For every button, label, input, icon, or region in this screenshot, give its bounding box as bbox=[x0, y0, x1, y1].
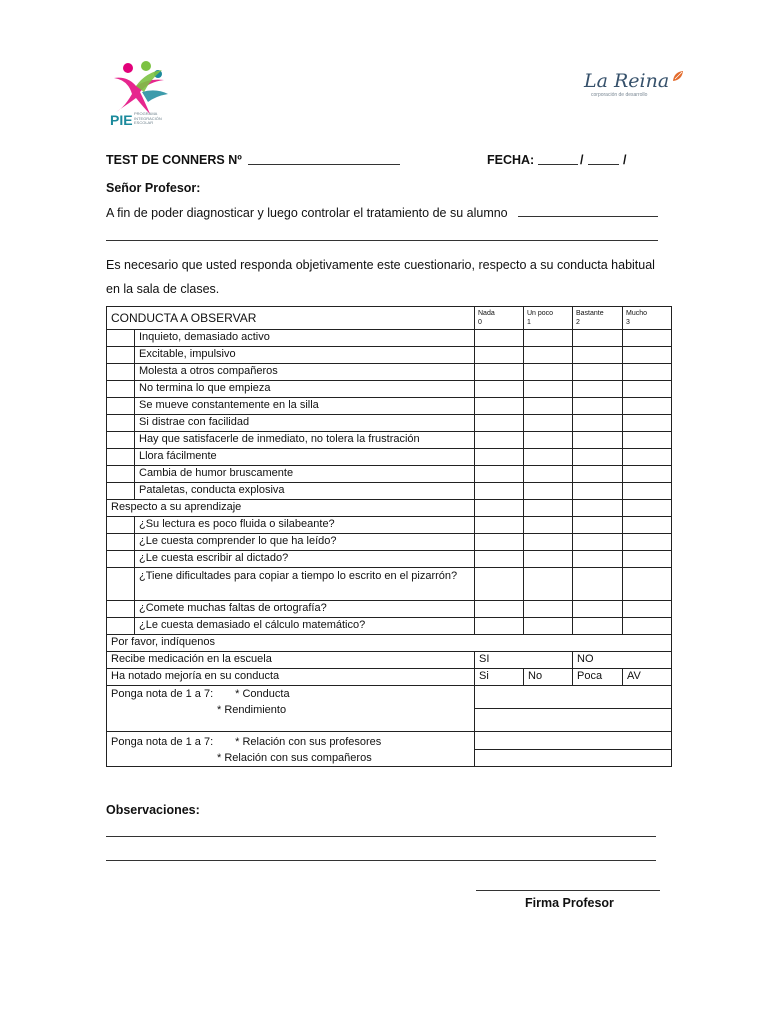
improvement-option-si[interactable]: Si bbox=[475, 669, 524, 686]
conduct-item-label: Inquieto, demasiado activo bbox=[135, 330, 475, 347]
answer-cell-3[interactable] bbox=[623, 381, 672, 398]
answer-cell-3[interactable] bbox=[623, 601, 672, 618]
grade-profesores-item: * Relación con sus profesores bbox=[235, 736, 382, 748]
row-marker-cell bbox=[107, 432, 135, 449]
learning-item-label: ¿Tiene dificultades para copiar a tiempo lo escrito en el pizarrón? bbox=[135, 568, 475, 601]
conduct-item-label: Se mueve constantemente en la silla bbox=[135, 398, 475, 415]
scale-header-1 bbox=[524, 307, 573, 330]
answer-cell-1[interactable] bbox=[524, 398, 573, 415]
answer-cell-0[interactable] bbox=[475, 534, 524, 551]
row-marker-cell bbox=[107, 483, 135, 500]
answer-cell-0[interactable] bbox=[475, 432, 524, 449]
conduct-item-label: Cambia de humor bruscamente bbox=[135, 466, 475, 483]
answer-cell-2[interactable] bbox=[573, 601, 623, 618]
please-indicate-label: Por favor, indíquenos bbox=[107, 635, 672, 652]
medication-row bbox=[107, 652, 672, 669]
grade-companeros-item: * Relación con sus compañeros bbox=[217, 752, 372, 764]
answer-cell-2[interactable] bbox=[573, 500, 623, 517]
grade-label: Ponga nota de 1 a 7: bbox=[111, 688, 214, 700]
table-header-row bbox=[107, 307, 672, 330]
row-marker-cell bbox=[107, 568, 135, 601]
grade-block-2 bbox=[107, 732, 475, 767]
please-indicate-row bbox=[107, 635, 672, 652]
row-marker-cell bbox=[107, 364, 135, 381]
scale-label: Nada bbox=[478, 310, 495, 317]
table-title: CONDUCTA A OBSERVAR bbox=[107, 307, 475, 330]
row-marker-cell bbox=[107, 517, 135, 534]
row-marker-cell bbox=[107, 330, 135, 347]
grade-companeros-field[interactable] bbox=[475, 749, 672, 767]
row-marker-cell bbox=[107, 534, 135, 551]
student-name-field[interactable] bbox=[518, 216, 658, 217]
leaf-icon bbox=[672, 70, 684, 82]
fecha-month-field[interactable] bbox=[588, 164, 619, 165]
fecha-separator: / bbox=[623, 153, 627, 167]
conners-table-body bbox=[107, 307, 672, 767]
conduct-row bbox=[107, 449, 672, 466]
firma-line[interactable] bbox=[476, 890, 660, 891]
answer-cell-2[interactable] bbox=[573, 568, 623, 601]
la-reina-logo-text: La Reina bbox=[584, 70, 670, 92]
answer-cell-1[interactable] bbox=[524, 432, 573, 449]
medication-yes-option[interactable]: SI bbox=[475, 652, 573, 669]
answer-cell-2[interactable] bbox=[573, 364, 623, 381]
answer-cell-1[interactable] bbox=[524, 347, 573, 364]
conduct-row bbox=[107, 364, 672, 381]
row-marker-cell bbox=[107, 347, 135, 364]
conduct-row bbox=[107, 347, 672, 364]
intro-text: A fin de poder diagnosticar y luego controlar el tratamiento de su alumno bbox=[106, 206, 508, 220]
conduct-item-label: Pataletas, conducta explosiva bbox=[135, 483, 475, 500]
scale-value: 3 bbox=[626, 319, 630, 326]
answer-cell-1[interactable] bbox=[524, 534, 573, 551]
learning-item-label: ¿Le cuesta demasiado el cálculo matemático? bbox=[135, 618, 475, 635]
answer-cell-3[interactable] bbox=[623, 347, 672, 364]
row-marker-cell bbox=[107, 618, 135, 635]
answer-cell-0[interactable] bbox=[475, 551, 524, 568]
answer-cell-1[interactable] bbox=[524, 483, 573, 500]
answer-cell-3[interactable] bbox=[623, 432, 672, 449]
answer-cell-0[interactable] bbox=[475, 398, 524, 415]
answer-cell-0[interactable] bbox=[475, 601, 524, 618]
answer-cell-1[interactable] bbox=[524, 618, 573, 635]
answer-cell-2[interactable] bbox=[573, 483, 623, 500]
learning-section-label: Respecto a su aprendizaje bbox=[107, 500, 475, 517]
conners-table bbox=[106, 306, 672, 767]
answer-cell-0[interactable] bbox=[475, 364, 524, 381]
answer-cell-1[interactable] bbox=[524, 500, 573, 517]
answer-cell-3[interactable] bbox=[623, 398, 672, 415]
answer-cell-0[interactable] bbox=[475, 449, 524, 466]
student-name-continuation-field[interactable] bbox=[106, 240, 658, 241]
answer-cell-0[interactable] bbox=[475, 517, 524, 534]
answer-cell-2[interactable] bbox=[573, 517, 623, 534]
answer-cell-1[interactable] bbox=[524, 449, 573, 466]
row-marker-cell bbox=[107, 415, 135, 432]
conduct-row bbox=[107, 330, 672, 347]
scale-label: Mucho bbox=[626, 310, 648, 317]
scale-label: Bastante bbox=[576, 310, 604, 317]
medication-no-option[interactable]: NO bbox=[573, 652, 672, 669]
scale-header-0 bbox=[475, 307, 524, 330]
answer-cell-0[interactable] bbox=[475, 568, 524, 601]
answer-cell-2[interactable] bbox=[573, 551, 623, 568]
grade-rendimiento-field[interactable] bbox=[475, 709, 672, 732]
conduct-item-label: Hay que satisfacerle de inmediato, no tolera la frustración bbox=[135, 432, 475, 449]
conduct-row bbox=[107, 432, 672, 449]
answer-cell-2[interactable] bbox=[573, 381, 623, 398]
conduct-row bbox=[107, 466, 672, 483]
answer-cell-2[interactable] bbox=[573, 618, 623, 635]
grade-conducta-item: * Conducta bbox=[235, 688, 290, 700]
conduct-item-label: No termina lo que empieza bbox=[135, 381, 475, 398]
scale-header-3 bbox=[623, 307, 672, 330]
conduct-item-label: Excitable, impulsivo bbox=[135, 347, 475, 364]
learning-row bbox=[107, 568, 672, 601]
answer-cell-3[interactable] bbox=[623, 466, 672, 483]
answer-cell-0[interactable] bbox=[475, 381, 524, 398]
instruction-line-1: Es necesario que usted responda objetivamente este cuestionario, respecto a su conducta habitual bbox=[106, 258, 655, 272]
answer-cell-3[interactable] bbox=[623, 517, 672, 534]
grade-label: Ponga nota de 1 a 7: bbox=[111, 736, 214, 748]
answer-cell-1[interactable] bbox=[524, 364, 573, 381]
answer-cell-3[interactable] bbox=[623, 500, 672, 517]
answer-cell-3[interactable] bbox=[623, 330, 672, 347]
improvement-option-av[interactable]: AV bbox=[623, 669, 672, 686]
answer-cell-3[interactable] bbox=[623, 551, 672, 568]
answer-cell-1[interactable] bbox=[524, 568, 573, 601]
improvement-label: Ha notado mejoría en su conducta bbox=[107, 669, 475, 686]
medication-label: Recibe medicación en la escuela bbox=[107, 652, 475, 669]
improvement-option-no[interactable]: No bbox=[524, 669, 573, 686]
learning-row bbox=[107, 551, 672, 568]
la-reina-logo-subtitle: corporación de desarrollo bbox=[591, 92, 648, 98]
improvement-row bbox=[107, 669, 672, 686]
conduct-row bbox=[107, 415, 672, 432]
learning-row bbox=[107, 534, 672, 551]
answer-cell-3[interactable] bbox=[623, 415, 672, 432]
learning-item-label: ¿Su lectura es poco fluida o silabeante? bbox=[135, 517, 475, 534]
section-header-row bbox=[107, 500, 672, 517]
answer-cell-0[interactable] bbox=[475, 330, 524, 347]
answer-cell-0[interactable] bbox=[475, 347, 524, 364]
answer-cell-3[interactable] bbox=[623, 568, 672, 601]
answer-cell-3[interactable] bbox=[623, 449, 672, 466]
conduct-item-label: Si distrae con facilidad bbox=[135, 415, 475, 432]
answer-cell-1[interactable] bbox=[524, 381, 573, 398]
test-label: TEST DE CONNERS Nº bbox=[106, 153, 242, 167]
grade-row bbox=[107, 732, 672, 750]
grade-profesores-field[interactable] bbox=[475, 732, 672, 750]
grade-conducta-field[interactable] bbox=[475, 686, 672, 709]
firma-label: Firma Profesor bbox=[525, 896, 614, 910]
scale-value: 1 bbox=[527, 319, 531, 326]
observaciones-label: Observaciones: bbox=[106, 803, 200, 817]
pie-logo-text: PIE bbox=[110, 112, 133, 128]
answer-cell-1[interactable] bbox=[524, 415, 573, 432]
answer-cell-2[interactable] bbox=[573, 466, 623, 483]
conduct-row bbox=[107, 398, 672, 415]
fecha-separator: / bbox=[580, 153, 584, 167]
observaciones-line-1[interactable] bbox=[106, 836, 656, 837]
fecha-label: FECHA: bbox=[487, 153, 535, 167]
answer-cell-3[interactable] bbox=[623, 364, 672, 381]
la-reina-logo bbox=[584, 70, 684, 92]
fecha-day-field[interactable] bbox=[538, 164, 578, 165]
improvement-option-poca[interactable]: Poca bbox=[573, 669, 623, 686]
answer-cell-2[interactable] bbox=[573, 449, 623, 466]
answer-cell-0[interactable] bbox=[475, 483, 524, 500]
answer-cell-3[interactable] bbox=[623, 618, 672, 635]
row-marker-cell bbox=[107, 466, 135, 483]
scale-header-2 bbox=[573, 307, 623, 330]
learning-row bbox=[107, 517, 672, 534]
pie-logo-tagline: PROGRAMA INTEGRACIÓN ESCOLAR bbox=[134, 111, 162, 126]
learning-row bbox=[107, 618, 672, 635]
row-marker-cell bbox=[107, 381, 135, 398]
conduct-row bbox=[107, 483, 672, 500]
answer-cell-2[interactable] bbox=[573, 330, 623, 347]
answer-cell-3[interactable] bbox=[623, 483, 672, 500]
grade-block-1 bbox=[107, 686, 475, 732]
learning-item-label: ¿Le cuesta comprender lo que ha leído? bbox=[135, 534, 475, 551]
answer-cell-1[interactable] bbox=[524, 551, 573, 568]
answer-cell-2[interactable] bbox=[573, 347, 623, 364]
answer-cell-0[interactable] bbox=[475, 415, 524, 432]
observaciones-line-2[interactable] bbox=[106, 860, 656, 861]
answer-cell-1[interactable] bbox=[524, 601, 573, 618]
row-marker-cell bbox=[107, 449, 135, 466]
conduct-row bbox=[107, 381, 672, 398]
grade-row bbox=[107, 686, 672, 709]
salutation: Señor Profesor: bbox=[106, 181, 201, 195]
answer-cell-3[interactable] bbox=[623, 534, 672, 551]
answer-cell-2[interactable] bbox=[573, 534, 623, 551]
grade-rendimiento-item: * Rendimiento bbox=[217, 704, 287, 716]
row-marker-cell bbox=[107, 551, 135, 568]
answer-cell-1[interactable] bbox=[524, 517, 573, 534]
answer-cell-2[interactable] bbox=[573, 398, 623, 415]
scale-value: 0 bbox=[478, 319, 482, 326]
conduct-item-label: Llora fácilmente bbox=[135, 449, 475, 466]
scale-value: 2 bbox=[576, 319, 580, 326]
answer-cell-0[interactable] bbox=[475, 466, 524, 483]
test-number-field[interactable] bbox=[248, 164, 400, 165]
answer-cell-2[interactable] bbox=[573, 415, 623, 432]
learning-item-label: ¿Comete muchas faltas de ortografía? bbox=[135, 601, 475, 618]
answer-cell-1[interactable] bbox=[524, 466, 573, 483]
row-marker-cell bbox=[107, 398, 135, 415]
instruction-line-2: en la sala de clases. bbox=[106, 282, 220, 296]
answer-cell-0[interactable] bbox=[475, 618, 524, 635]
scale-label: Un poco bbox=[527, 310, 554, 317]
answer-cell-1[interactable] bbox=[524, 330, 573, 347]
learning-item-label: ¿Le cuesta escribir al dictado? bbox=[135, 551, 475, 568]
answer-cell-0[interactable] bbox=[475, 500, 524, 517]
answer-cell-2[interactable] bbox=[573, 432, 623, 449]
learning-row bbox=[107, 601, 672, 618]
conduct-item-label: Molesta a otros compañeros bbox=[135, 364, 475, 381]
row-marker-cell bbox=[107, 601, 135, 618]
